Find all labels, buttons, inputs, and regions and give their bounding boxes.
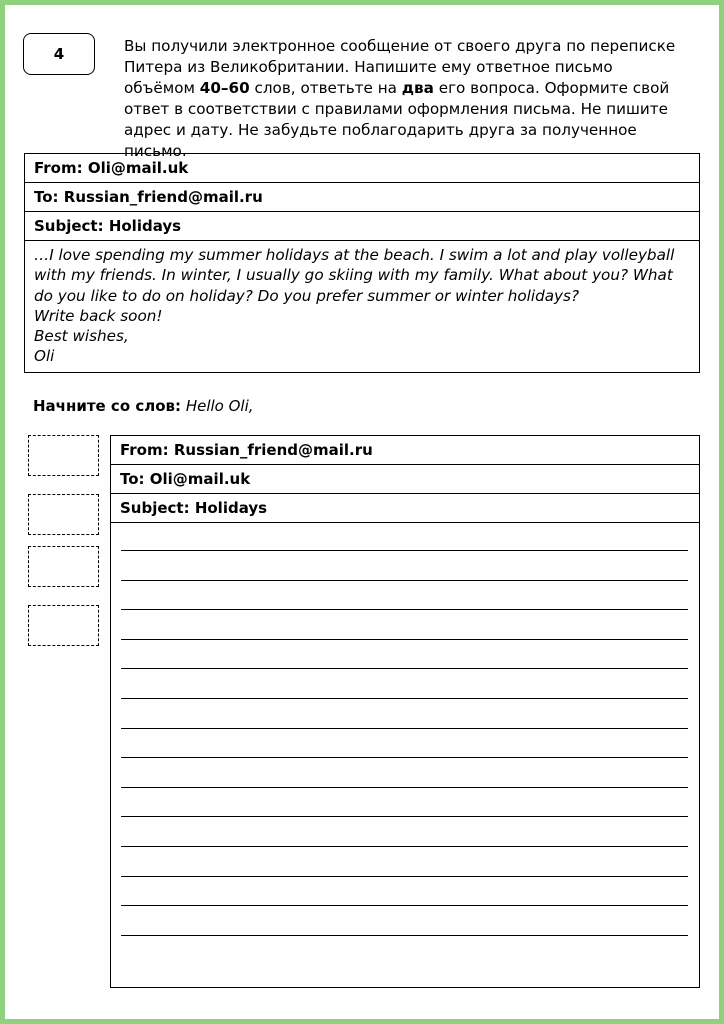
- answer-line[interactable]: [121, 757, 688, 758]
- instruction-part3: его вопроса. Оформите свой ответ в соответствии с правилами оформления письма. Не пишите адрес и дату. Не забудьте поблагодарить друга за полученное письмо.: [124, 79, 670, 160]
- incoming-from: From: Oli@mail.uk: [25, 154, 699, 183]
- answer-line[interactable]: [121, 580, 688, 581]
- incoming-body: [25, 241, 699, 371]
- task-number: 4: [53, 45, 65, 63]
- score-box: [28, 435, 99, 476]
- answer-line[interactable]: [121, 816, 688, 817]
- body-line: Write back soon!: [34, 306, 163, 325]
- task-number-box: [23, 33, 95, 75]
- score-box: [28, 494, 99, 535]
- score-box: [28, 546, 99, 587]
- body-line: with my friends. In winter, I usually go skiing with my family. What about you? What: [34, 266, 673, 285]
- answer-line[interactable]: [121, 698, 688, 699]
- answer-line[interactable]: [121, 668, 688, 669]
- body-line: Best wishes,: [34, 327, 129, 346]
- reply-subject: Subject: Holidays: [111, 494, 699, 523]
- instruction-part1: Вы получили электронное сообщение от своего друга по переписке Питера из Великобритании. Напишите ему ответное письмо объёмом: [124, 37, 676, 97]
- answer-line[interactable]: [121, 935, 688, 936]
- incoming-to: To: Russian_friend@mail.ru: [25, 183, 699, 212]
- body-line: do you like to do on holiday? Do you prefer summer or winter holidays?: [34, 286, 580, 305]
- start-label: Начните со слов:: [33, 397, 182, 415]
- answer-line[interactable]: [121, 787, 688, 788]
- answer-line[interactable]: [121, 609, 688, 610]
- answer-line[interactable]: [121, 876, 688, 877]
- body-line: Oli: [34, 347, 55, 366]
- answer-line[interactable]: [121, 905, 688, 906]
- incoming-subject: Subject: Holidays: [25, 212, 699, 241]
- answer-line[interactable]: [121, 728, 688, 729]
- reply-to: To: Oli@mail.uk: [111, 465, 699, 494]
- start-phrase: Hello Oli,: [185, 397, 254, 415]
- task-instruction: [124, 36, 684, 162]
- instruction-word-count: 40–60: [199, 79, 250, 97]
- answer-line[interactable]: [121, 846, 688, 847]
- instruction-part2: слов, ответьте на: [249, 79, 402, 97]
- start-prompt: [33, 397, 254, 415]
- instruction-emphasis: два: [401, 79, 434, 97]
- score-box: [28, 605, 99, 646]
- body-line: …I love spending my summer holidays at the beach. I swim a lot and play volleyball: [34, 246, 675, 264]
- answer-line[interactable]: [121, 550, 688, 551]
- reply-from: From: Russian_friend@mail.ru: [111, 436, 699, 465]
- answer-line[interactable]: [121, 639, 688, 640]
- incoming-email: [24, 153, 700, 373]
